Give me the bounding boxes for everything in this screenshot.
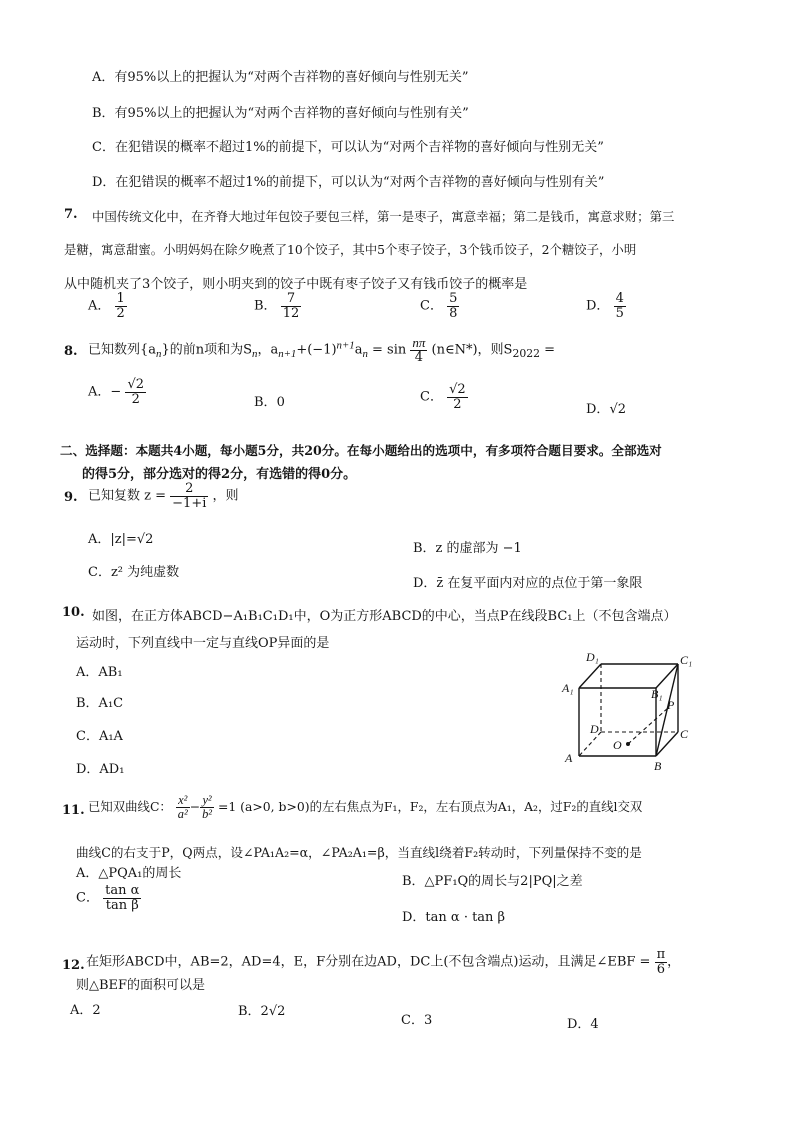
q7-c-den: 8 <box>449 305 458 321</box>
q11-frac2-num: y² <box>200 794 214 808</box>
label-o: O <box>613 738 622 752</box>
cube-figure <box>556 646 706 776</box>
q11-minus: − <box>189 799 201 815</box>
q12-line1-end: ， <box>667 954 681 970</box>
q12-line1-text: 在矩形ABCD中，AB=2，AD=4，E，F分别在边AD，DC上(不包含端点)运动，且满足∠EBF = <box>86 954 651 970</box>
q10-option-d: D．AD₁ <box>76 762 125 777</box>
q11-c-den: tan β <box>105 897 139 913</box>
q7-b-den: 12 <box>282 305 300 321</box>
q8-sup-n1: n+1 <box>336 339 355 352</box>
q12-number: 12. <box>62 958 85 973</box>
q8-option-b <box>254 391 285 410</box>
q7-option-b-fraction <box>281 292 302 320</box>
q8-b-value: 0 <box>276 395 285 410</box>
q8-sub-n3: n <box>362 348 368 361</box>
q7-number: 7. <box>64 207 78 222</box>
q8-c-den: 2 <box>453 396 462 412</box>
q8-a-sign: − <box>110 384 122 400</box>
label-d: D <box>590 722 599 736</box>
q11-frac1-num: x² <box>176 794 190 808</box>
edge-a1-d1 <box>579 664 601 688</box>
q10-option-b: B．A₁C <box>76 696 124 711</box>
q7-a-den: 2 <box>116 305 125 321</box>
q7-option-a <box>88 292 127 320</box>
q10-number: 10. <box>62 605 85 620</box>
q8-a-num: √2 <box>127 377 144 392</box>
q9-option-a: A．|z|=√2 <box>88 532 154 547</box>
q10-stem-line2: 运动时，下列直线中一定与直线OP异面的是 <box>76 636 330 651</box>
q12-option-c: C．3 <box>401 1013 433 1028</box>
label-a1: A₁ <box>562 681 574 695</box>
q8-a-den: 2 <box>131 391 140 407</box>
q8-number: 8. <box>64 344 78 359</box>
q7-option-c-letter: C． <box>420 298 443 314</box>
q9-option-b: B．z 的虚部为 −1 <box>413 541 522 556</box>
q9-stem-a: 已知复数 z = <box>88 488 167 504</box>
q11-option-c <box>76 884 141 912</box>
q7-d-num: 4 <box>615 291 624 306</box>
q7-stem-line3: 从中随机夹了3个饺子，则小明夹到的饺子中既有枣子饺子又有钱币饺子的概率是 <box>64 277 528 292</box>
q11-number: 11. <box>62 803 85 818</box>
q11-c-letter: C． <box>76 890 99 906</box>
q9-number: 9. <box>64 490 78 505</box>
label-c: C <box>680 727 689 741</box>
q8-stem-a: 已知数列{a <box>88 342 157 358</box>
q11-option-a: A．△PQA₁的周长 <box>76 866 182 881</box>
q8-d-value: √2 <box>609 402 626 417</box>
q8-c-fraction <box>447 383 468 411</box>
q8-stem-f: = sin <box>372 342 407 358</box>
q10-option-c: C．A₁A <box>76 729 123 744</box>
q9-frac-den: −1+i <box>172 495 207 511</box>
q7-c-num: 5 <box>449 291 458 306</box>
q8-option-c <box>420 383 468 411</box>
q11-option-d: D．tan α · tan β <box>402 910 506 925</box>
q8-stem-e: a <box>354 342 363 358</box>
q11-stem-b: =1 (a>0, b>0)的左右焦点为F₁，F₂，左右顶点为A₁，A₂，过F₂的直线l交双 <box>217 799 643 815</box>
q7-option-a-fraction <box>115 292 127 320</box>
section2-title: 二、选择题：本题共4小题，每小题5分，共20分。在每小题给出的选项中，有多项符合题目要求。全部选对 <box>60 443 662 458</box>
q8-frac-num: nπ <box>412 335 426 350</box>
q11-c-fraction <box>103 884 141 912</box>
q9-fraction <box>170 482 208 510</box>
q12-option-d: D．4 <box>567 1017 599 1032</box>
q8-sub-n: n <box>156 348 162 361</box>
q8-stem-b: }的前n项和为S <box>161 342 253 358</box>
q8-sub-n1: n+1 <box>278 348 297 361</box>
q8-stem-c: ，a <box>257 342 279 358</box>
q6-option-c: C．在犯错误的概率不超过1%的前提下，可以认为“对两个吉祥物的喜好倾向与性别无关” <box>92 140 604 155</box>
q9-stem <box>88 482 239 510</box>
q9-frac-num: 2 <box>170 482 208 497</box>
q12-option-b: B．2√2 <box>238 1004 286 1019</box>
label-d1: D₁ <box>586 650 599 664</box>
q8-sub-n2: n <box>252 348 258 361</box>
q7-option-c-fraction <box>447 292 459 320</box>
q8-d-letter: D． <box>586 402 610 417</box>
q6-option-d: D．在犯错误的概率不超过1%的前提下，可以认为“对两个吉祥物的喜好倾向与性别有关” <box>92 175 605 190</box>
q8-a-letter: A． <box>88 384 111 400</box>
q7-option-d <box>586 292 626 320</box>
point-o <box>626 742 630 746</box>
q9-stem-b: ，则 <box>212 488 239 504</box>
q8-option-d <box>586 398 626 417</box>
q11-stem-line2: 曲线C的右支于P，Q两点，设∠PA₁A₂=α，∠PA₂A₁=β，当直线l绕着F₂转动时，下列量保持不变的是 <box>76 845 642 860</box>
q12-stem-line1 <box>86 948 680 976</box>
q7-b-num: 7 <box>281 292 302 307</box>
q11-stem <box>88 794 642 821</box>
q7-option-b-letter: B． <box>254 298 277 314</box>
q11-stem-a: 已知双曲线C： <box>88 799 172 815</box>
label-c1: C₁ <box>680 653 693 667</box>
label-a: A <box>565 751 573 765</box>
q11-option-b: B．△PF₁Q的周长与2|PQ|之差 <box>402 874 583 889</box>
q11-fraction-x <box>176 794 190 821</box>
q8-c-num: √2 <box>449 382 466 397</box>
q6-option-a: A．有95%以上的把握认为“对两个吉祥物的喜好倾向与性别无关” <box>92 70 469 85</box>
q12-frac-den: 6 <box>656 961 665 977</box>
q8-stem-sub: 2022 <box>512 347 541 361</box>
q10-option-a: A．AB₁ <box>76 665 123 680</box>
q8-stem-h: = <box>540 342 556 358</box>
q8-frac-den: 4 <box>414 349 424 365</box>
q7-option-d-fraction <box>614 292 626 320</box>
q7-a-num: 1 <box>116 291 125 306</box>
label-b1: B₁ <box>651 687 663 701</box>
q11-c-num: tan α <box>105 883 140 898</box>
q8-c-letter: C． <box>420 389 443 405</box>
q9-option-d: D．z̄ 在复平面内对应的点位于第一象限 <box>413 576 643 591</box>
q10-stem-line1: 如图，在正方体ABCD−A₁B₁C₁D₁中，O为正方形ABCD的中心，当点P在线段BC₁上（不包含端点） <box>92 609 677 624</box>
q8-stem <box>88 336 555 364</box>
q8-a-fraction <box>125 378 146 406</box>
q8-b-letter: B． <box>254 395 277 410</box>
q7-d-den: 5 <box>615 305 624 321</box>
q12-frac-num: π <box>656 947 666 962</box>
q11-frac1-den: a² <box>177 807 188 822</box>
q12-option-a: A．2 <box>70 1003 101 1018</box>
q7-option-c <box>420 292 459 320</box>
q7-option-a-letter: A． <box>88 298 111 314</box>
q8-stem-d: +(−1) <box>296 342 337 358</box>
label-b: B <box>654 759 662 773</box>
q8-stem-g: (n∈N*)，则S <box>431 342 513 358</box>
q12-fraction <box>655 948 668 976</box>
section2-title-line2: 的得5分，部分选对的得2分，有选错的得0分。 <box>82 467 357 482</box>
q8-stem-fraction <box>410 336 427 364</box>
q7-option-d-letter: D． <box>586 298 610 314</box>
label-p: P <box>667 698 675 712</box>
q7-stem-line1: 中国传统文化中，在齐脊大地过年包饺子要包三样，第一是枣子，寓意幸福；第二是钱币，寓意求财；第三 <box>92 209 675 224</box>
segment-op <box>628 708 668 744</box>
q6-option-b: B．有95%以上的把握认为“对两个吉祥物的喜好倾向与性别有关” <box>92 106 469 121</box>
q11-fraction-y <box>200 794 214 821</box>
q7-option-b <box>254 292 301 320</box>
q12-stem-line2: 则△BEF的面积可以是 <box>76 978 206 993</box>
q7-stem-line2: 是糖，寓意甜蜜。小明妈妈在除夕晚煮了10个饺子，其中5个枣子饺子，3个钱币饺子，2个糖饺子，小明 <box>64 242 637 257</box>
q8-option-a <box>88 378 146 406</box>
q11-frac2-den: b² <box>202 807 213 822</box>
q9-option-c: C．z² 为纯虚数 <box>88 565 180 580</box>
